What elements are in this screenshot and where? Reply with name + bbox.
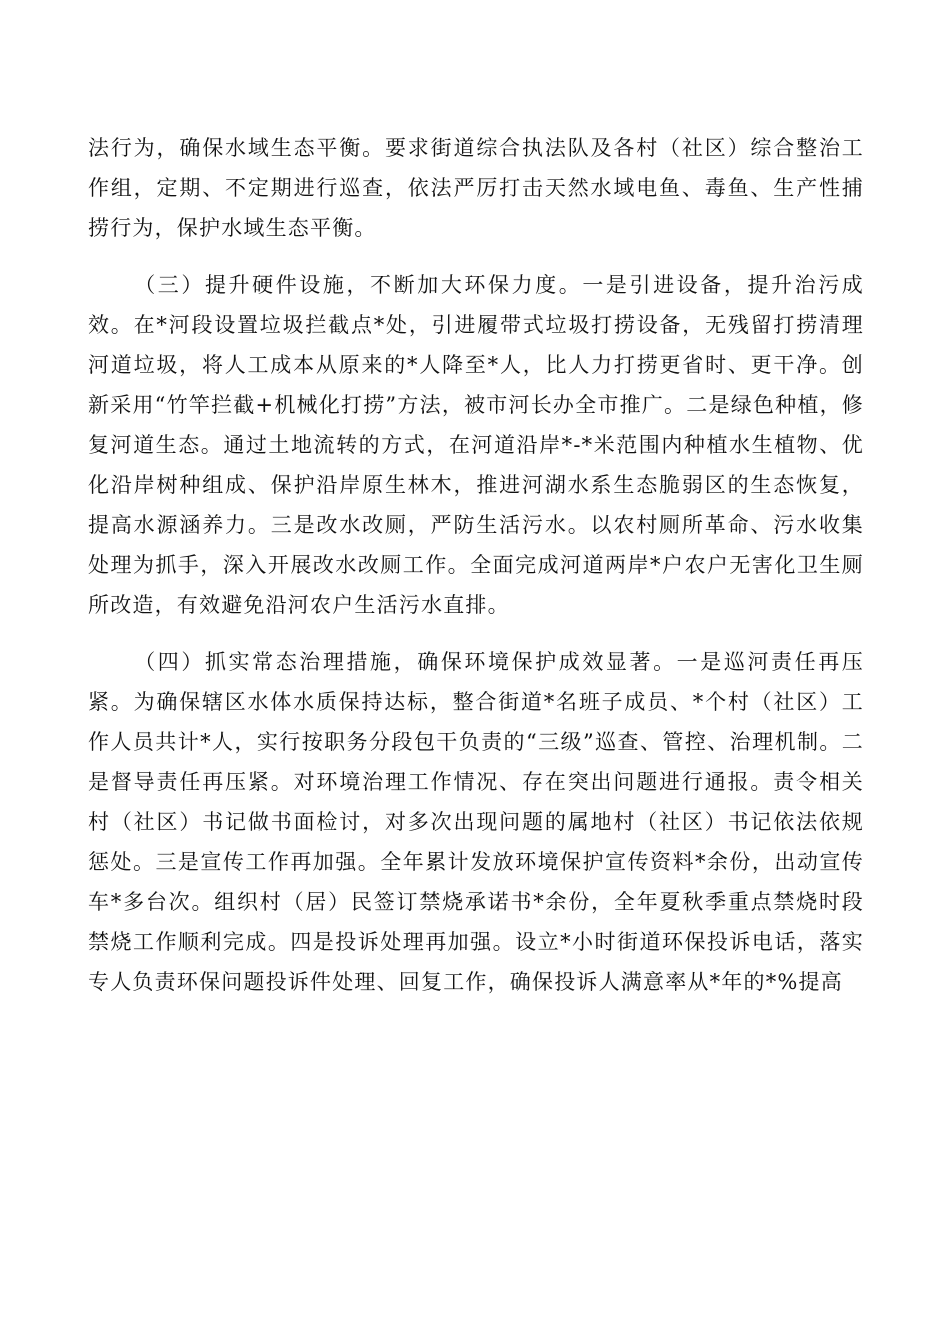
document-body [88, 128, 864, 1002]
paragraph-continuation: 法行为，确保水域生态平衡。要求街道综合执法队及各村（社区）综合整治工作组，定期、不定期进行巡查，依法严厉打击天然水域电鱼、毒鱼、生产性捕捞行为，保护水域生态平衡。 [88, 136, 864, 240]
paragraph-section-four: （四）抓实常态治理措施，确保环境保护成效显著。一是巡河责任再压紧。为确保辖区水体水质保持达标，整合街道*名班子成员、*个村（社区）工作人员共计*人，实行按职务分段包干负责的“三级”巡查、管控、治理机制。二是督导责任再压紧。对环境治理工作情况、存在突出问题进行通报。责令相关村（社区）书记做书面检讨，对多次出现问题的属地村（社区）书记依法依规惩处。三是宣传工作再加强。全年累计发放环境保护宣传资料*余份，出动宣传车*多台次。组织村（居）民签订禁烧承诺书*余份，全年夏秋季重点禁烧时段禁烧工作顺利完成。四是投诉处理再加强。设立*小时街道环保投诉电话，落实专人负责环保问题投诉件处理、回复工作，确保投诉人满意率从*年的*%提高 [88, 650, 864, 994]
paragraph-section-three: （三）提升硬件设施，不断加大环保力度。一是引进设备，提升治污成效。在*河段设置垃圾拦截点*处，引进履带式垃圾打捞设备，无残留打捞清理河道垃圾，将人工成本从原来的*人降至*人，比人力打捞更省时、更干净。创新采用“竹竿拦截+机械化打捞”方法，被市河长办全市推广。二是绿色种植，修复河道生态。通过土地流转的方式，在河道沿岸*-*米范围内种植水生植物、优化沿岸树种组成、保护沿岸原生林木，推进河湖水系生态脆弱区的生态恢复，提高水源涵养力。三是改水改厕，严防生活污水。以农村厕所革命、污水收集处理为抓手，深入开展改水改厕工作。全面完成河道两岸*户农户无害化卫生厕所改造，有效避免沿河农户生活污水直排。 [88, 273, 864, 617]
